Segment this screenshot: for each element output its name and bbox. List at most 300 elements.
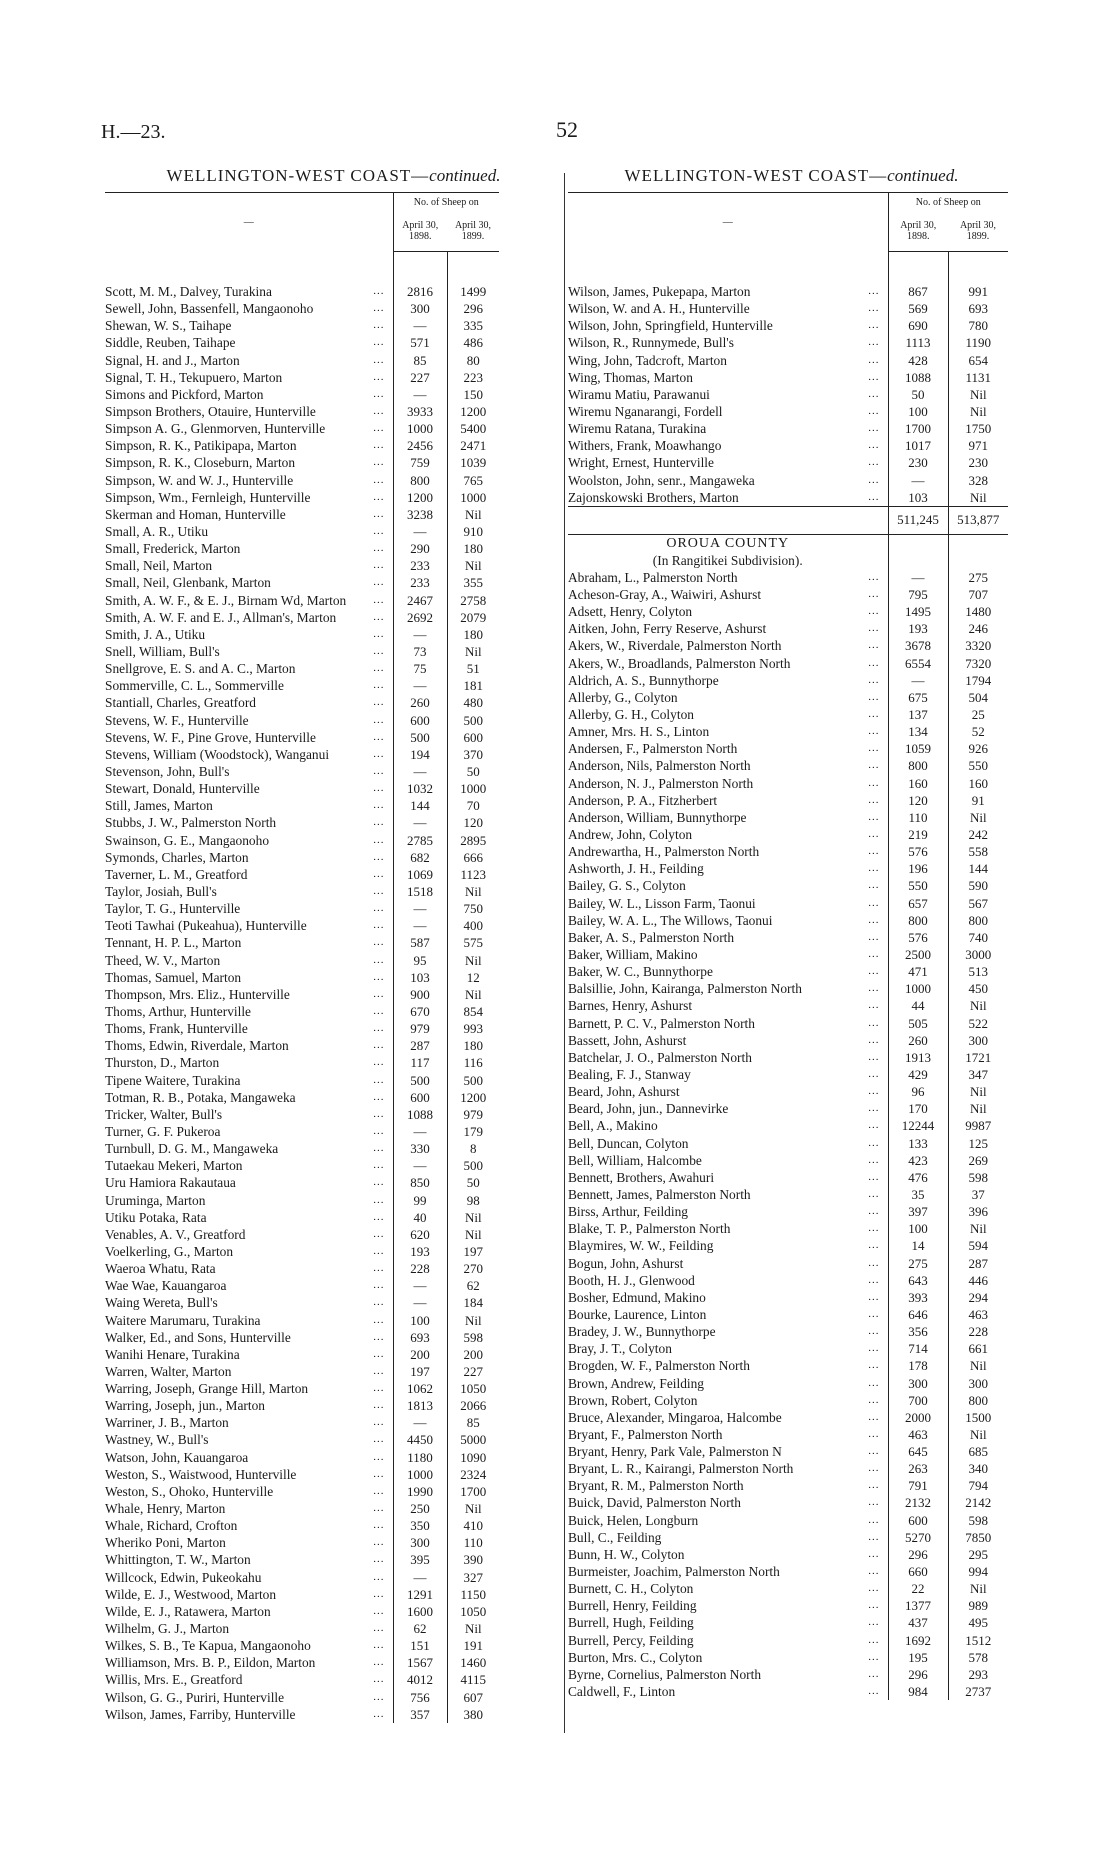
table-row: [568, 1494, 1008, 1511]
table-row: [568, 877, 1008, 894]
owner-name: [105, 849, 393, 866]
owner-name: [105, 917, 393, 934]
owner-name: [568, 757, 888, 774]
sheep-count-1898: 350: [393, 1517, 447, 1534]
owner-name-text: Siddle, Reuben, Taihape: [105, 335, 236, 351]
sheep-count-1899: 287: [948, 1254, 1008, 1271]
table-row: [105, 986, 499, 1003]
owner-name-text: Thurston, D., Marton: [105, 1055, 220, 1071]
sheep-count-1899: 223: [447, 369, 499, 386]
table-row: [105, 951, 499, 968]
sheep-count-1899: 62: [447, 1277, 499, 1294]
owner-name: [568, 603, 888, 620]
owner-name: [568, 740, 888, 757]
leader-dots: ...: [868, 1325, 880, 1338]
leader-dots: ...: [868, 1616, 880, 1629]
sheep-count-1898: 137: [888, 706, 948, 723]
owner-name-text: Bell, Duncan, Colyton: [568, 1135, 689, 1151]
sheep-count-1899: 7850: [948, 1529, 1008, 1546]
table-row: [105, 849, 499, 866]
sheep-count-1898: —: [393, 917, 447, 934]
sheep-count-1899: 661: [948, 1340, 1008, 1357]
sheep-count-1898: 1000: [393, 420, 447, 437]
sheep-count-1899: 144: [948, 860, 1008, 877]
sheep-count-1899: 567: [948, 895, 1008, 912]
sheep-count-1898: 227: [393, 369, 447, 386]
leader-dots: ...: [373, 919, 385, 932]
sheep-count-1898: —: [393, 317, 447, 334]
sheep-count-1898: 120: [888, 792, 948, 809]
owner-name: [105, 1157, 393, 1174]
table-row: [568, 689, 1008, 706]
owner-name: [105, 1517, 393, 1534]
owner-name-text: Wilson, James, Pukepapa, Marton: [568, 284, 751, 300]
owner-name: [568, 386, 888, 403]
sheep-count-1899: Nil: [948, 809, 1008, 826]
table-row: [568, 1254, 1008, 1271]
sheep-count-1899: 971: [948, 437, 1008, 454]
sheep-count-1898: 170: [888, 1100, 948, 1117]
sheep-count-1898: 151: [393, 1637, 447, 1654]
owner-name-text: Simpson, R. K., Closeburn, Marton: [105, 455, 296, 471]
leader-dots: ...: [373, 1467, 385, 1480]
sheep-count-1899: 400: [447, 917, 499, 934]
table-row: [568, 1117, 1008, 1134]
owner-name-text: Warriner, J. B., Marton: [105, 1415, 229, 1431]
owner-name-text: Swainson, G. E., Mangaonoho: [105, 832, 270, 848]
right-title-suffix: continued.: [887, 166, 959, 185]
table-row: [568, 386, 1008, 403]
leader-dots: ...: [373, 645, 385, 658]
sheep-count-1899: 160: [948, 775, 1008, 792]
owner-name: [568, 1546, 888, 1563]
spacer-cell: [447, 252, 499, 284]
table-row: [568, 980, 1008, 997]
leader-dots: ...: [373, 730, 385, 743]
owner-name: [568, 352, 888, 369]
owner-name-text: Bailey, W. L., Lisson Farm, Taonui: [568, 895, 756, 911]
table-row: [568, 1426, 1008, 1443]
table-row: [105, 1500, 499, 1517]
sheep-count-1898: 660: [888, 1563, 948, 1580]
sheep-count-1898: 1813: [393, 1397, 447, 1414]
sheep-count-1898: 250: [393, 1500, 447, 1517]
leader-dots: ...: [868, 999, 880, 1012]
name-column-header: —: [105, 193, 393, 252]
leader-dots: ...: [373, 593, 385, 606]
owner-name-text: Tutaekau Mekeri, Marton: [105, 1158, 243, 1174]
owner-name-text: Bogun, John, Ashurst: [568, 1255, 684, 1271]
leader-dots: ...: [373, 1673, 385, 1686]
sheep-count-1899: 993: [447, 1020, 499, 1037]
total-1899: 513,877: [948, 506, 1008, 534]
owner-name-text: Acheson-Gray, A., Waiwiri, Ashurst: [568, 587, 762, 603]
owner-name: [105, 1174, 393, 1191]
leader-dots: ...: [868, 982, 880, 995]
owner-name: [105, 1551, 393, 1568]
owner-name: [568, 1100, 888, 1117]
sheep-count-1899: Nil: [948, 1100, 1008, 1117]
owner-name-text: Simpson, R. K., Patikipapa, Marton: [105, 438, 297, 454]
leader-dots: ...: [868, 639, 880, 652]
table-row: [105, 1586, 499, 1603]
sheep-count-1898: 160: [888, 775, 948, 792]
owner-name: [105, 369, 393, 386]
leader-dots: ...: [373, 610, 385, 623]
table-row: [568, 1460, 1008, 1477]
table-row: [568, 454, 1008, 471]
owner-name-text: Warring, Joseph, Grange Hill, Marton: [105, 1381, 309, 1397]
owner-name-text: Bealing, F. J., Stanway: [568, 1066, 691, 1082]
sheep-count-1898: 984: [888, 1683, 948, 1700]
sheep-count-1898: 194: [393, 746, 447, 763]
owner-name: [105, 626, 393, 643]
owner-name-text: Burnett, C. H., Colyton: [568, 1581, 694, 1597]
leader-dots: ...: [373, 1622, 385, 1635]
sheep-count-1899: 293: [948, 1666, 1008, 1683]
leader-dots: ...: [373, 542, 385, 555]
sheep-count-1898: 700: [888, 1392, 948, 1409]
leader-dots: ...: [373, 936, 385, 949]
owner-name-text: Thompson, Mrs. Eliz., Hunterville: [105, 986, 290, 1002]
leader-dots: ...: [373, 1690, 385, 1703]
sheep-count-1898: 428: [888, 352, 948, 369]
leader-dots: ...: [373, 867, 385, 880]
subdivision-label: (In Rangitikei Subdivision).: [652, 552, 803, 568]
sheep-count-1899: 500: [447, 1071, 499, 1088]
owner-name-text: Whale, Henry, Marton: [105, 1501, 226, 1517]
leader-dots: ...: [868, 570, 880, 583]
sheep-count-1898: 1990: [393, 1483, 447, 1500]
owner-name-text: Bunn, H. W., Colyton: [568, 1546, 685, 1562]
table-row: [568, 1374, 1008, 1391]
sheep-count-1899: 2079: [447, 609, 499, 626]
sheep-count-1899: 179: [447, 1123, 499, 1140]
sheep-count-1898: 1059: [888, 740, 948, 757]
sheep-count-1899: 328: [948, 472, 1008, 489]
owner-name: [568, 655, 888, 672]
sheep-count-1899: 184: [447, 1294, 499, 1311]
leader-dots: ...: [373, 473, 385, 486]
table-row: [105, 814, 499, 831]
owner-name-text: Smith, A. W. F., & E. J., Birnam Wd, Marton: [105, 592, 347, 608]
owner-name: [105, 780, 393, 797]
owner-name-text: Willcock, Edwin, Pukeokahu: [105, 1569, 262, 1585]
owner-name: [568, 1683, 888, 1700]
owner-name: [105, 1466, 393, 1483]
page-number: 52: [556, 117, 578, 142]
table-row: [568, 1666, 1008, 1683]
sheep-count-1899: 500: [447, 1157, 499, 1174]
leader-dots: ...: [868, 1599, 880, 1612]
owner-name: [568, 403, 888, 420]
sheep-count-1898: 230: [888, 454, 948, 471]
table-row: [568, 1409, 1008, 1426]
table-row: [105, 1689, 499, 1706]
sheep-count-1899: 594: [948, 1237, 1008, 1254]
sheep-count-1899: 1700: [447, 1483, 499, 1500]
sheep-count-1898: —: [888, 569, 948, 586]
owner-name-text: Allerby, G. H., Colyton: [568, 707, 694, 723]
table-row: [568, 403, 1008, 420]
owner-name-text: Bull, C., Feilding: [568, 1529, 662, 1545]
sheep-count-1898: 476: [888, 1169, 948, 1186]
sheep-count-1899: Nil: [447, 506, 499, 523]
sheep-count-1898: 2467: [393, 592, 447, 609]
sheep-count-1898: 620: [393, 1226, 447, 1243]
sheep-count-1898: 44: [888, 997, 948, 1014]
sheep-count-1899: 380: [447, 1706, 499, 1723]
sheep-count-1898: 197: [393, 1363, 447, 1380]
owner-name-text: Signal, T. H., Tekupuero, Marton: [105, 369, 283, 385]
leader-dots: ...: [868, 1085, 880, 1098]
sheep-count-1899: 5400: [447, 420, 499, 437]
owner-name-text: Whale, Richard, Crofton: [105, 1518, 238, 1534]
owner-name-text: Andrew, John, Colyton: [568, 827, 693, 842]
sheep-count-1899: 654: [948, 352, 1008, 369]
owner-name: [568, 1529, 888, 1546]
sheep-count-1898: 397: [888, 1203, 948, 1220]
sheep-count-1899: 70: [447, 797, 499, 814]
sheep-count-1899: 765: [447, 472, 499, 489]
leader-dots: ...: [868, 1359, 880, 1372]
table-row: [568, 586, 1008, 603]
blank-cell: [948, 534, 1008, 552]
owner-name-text: Teoti Tawhai (Pukeahua), Hunterville: [105, 918, 307, 934]
sheep-count-1898: —: [393, 1414, 447, 1431]
owner-name-text: Aitken, John, Ferry Reserve, Ashurst: [568, 621, 767, 637]
owner-name: [105, 506, 393, 523]
sheep-count-1899: 98: [447, 1191, 499, 1208]
owner-name: [105, 1706, 393, 1723]
sheep-count-1898: 219: [888, 826, 948, 843]
leader-dots: ...: [373, 713, 385, 726]
owner-name-text: Abraham, L., Palmerston North: [568, 569, 738, 585]
table-row: [105, 557, 499, 574]
leader-dots: ...: [373, 439, 385, 452]
sheep-count-1899: 9987: [948, 1117, 1008, 1134]
sheep-count-1898: 500: [393, 729, 447, 746]
owner-name-text: Caldwell, F., Linton: [568, 1684, 676, 1700]
leader-dots: ...: [868, 862, 880, 875]
sheep-count-1898: 900: [393, 986, 447, 1003]
table-row: [105, 1346, 499, 1363]
owner-name: [105, 1603, 393, 1620]
leader-dots: ...: [373, 1587, 385, 1600]
sheep-count-1899: Nil: [447, 1209, 499, 1226]
table-row: [105, 1089, 499, 1106]
owner-name: [105, 523, 393, 540]
table-row: [105, 609, 499, 626]
leader-dots: ...: [868, 656, 880, 669]
owner-name: [568, 1306, 888, 1323]
sheep-count-1899: Nil: [447, 557, 499, 574]
leader-dots: ...: [868, 1187, 880, 1200]
leader-dots: ...: [373, 970, 385, 983]
table-row: [105, 437, 499, 454]
owner-name-text: Buick, Helen, Longburn: [568, 1512, 699, 1528]
owner-name: [568, 1203, 888, 1220]
sheep-count-1898: 275: [888, 1254, 948, 1271]
table-row: [568, 1392, 1008, 1409]
sheep-count-1898: 50: [888, 386, 948, 403]
owner-name-text: Barnett, P. C. V., Palmerston North: [568, 1015, 755, 1031]
owner-name-text: Wing, Thomas, Marton: [568, 369, 693, 385]
table-row: [568, 1014, 1008, 1031]
leader-dots: ...: [868, 336, 880, 349]
owner-name-text: Birss, Arthur, Feilding: [568, 1204, 688, 1220]
owner-name: [105, 1586, 393, 1603]
sheep-count-1898: 1017: [888, 437, 948, 454]
table-row: [568, 723, 1008, 740]
total-row: [568, 506, 1008, 534]
table-row: [105, 386, 499, 403]
sheep-count-1899: Nil: [948, 997, 1008, 1014]
owner-name-text: Blake, T. P., Palmerston North: [568, 1221, 731, 1237]
sheep-count-1898: 600: [888, 1512, 948, 1529]
sheep-count-1899: 80: [447, 352, 499, 369]
leader-dots: ...: [868, 1290, 880, 1303]
sheep-count-1898: 1032: [393, 780, 447, 797]
sheep-count-1899: Nil: [948, 489, 1008, 507]
owner-name: [568, 1597, 888, 1614]
table-row: [568, 1186, 1008, 1203]
table-row: [105, 677, 499, 694]
sheep-count-1898: 646: [888, 1306, 948, 1323]
sheep-count-1898: 395: [393, 1551, 447, 1568]
leader-dots: ...: [868, 947, 880, 960]
owner-name: [568, 1254, 888, 1271]
sheep-count-1898: 645: [888, 1443, 948, 1460]
table-row: [568, 1580, 1008, 1597]
sheep-count-1898: 800: [888, 912, 948, 929]
owner-name: [568, 1220, 888, 1237]
sheep-count-1899: 191: [447, 1637, 499, 1654]
table-row: [105, 1037, 499, 1054]
sheep-count-1898: —: [393, 1569, 447, 1586]
owner-name: [568, 1512, 888, 1529]
table-row: [568, 1032, 1008, 1049]
leader-dots: ...: [373, 1364, 385, 1377]
owner-name: [105, 1294, 393, 1311]
sheep-count-1899: 558: [948, 843, 1008, 860]
sheep-count-1899: 1050: [447, 1603, 499, 1620]
owner-name-text: Wilson, W. and A. H., Hunterville: [568, 301, 750, 317]
sheep-count-1899: 355: [447, 574, 499, 591]
table-row: [105, 1551, 499, 1568]
owner-name: [105, 934, 393, 951]
table-row: [568, 1220, 1008, 1237]
table-row: [105, 1603, 499, 1620]
sheep-count-1899: 575: [447, 934, 499, 951]
owner-name: [105, 1209, 393, 1226]
table-row: [568, 775, 1008, 792]
owner-name-text: Bryant, R. M., Palmerston North: [568, 1478, 744, 1494]
owner-name: [105, 592, 393, 609]
table-row: [105, 797, 499, 814]
owner-name-text: Beard, John, Ashurst: [568, 1084, 680, 1100]
owner-name-text: Stevens, W. F., Pine Grove, Hunterville: [105, 729, 316, 745]
sheep-count-1899: 994: [948, 1563, 1008, 1580]
leader-dots: ...: [373, 1553, 385, 1566]
table-row: [105, 592, 499, 609]
leader-dots: ...: [868, 1530, 880, 1543]
leader-dots: ...: [868, 1050, 880, 1063]
owner-name-text: Akers, W., Broadlands, Palmerston North: [568, 655, 791, 671]
sheep-count-1898: 35: [888, 1186, 948, 1203]
sheep-count-1899: 991: [948, 283, 1008, 300]
table-row: [568, 569, 1008, 586]
leader-dots: ...: [373, 1707, 385, 1720]
table-row: [105, 1243, 499, 1260]
sheep-count-1898: 300: [888, 1374, 948, 1391]
leader-dots: ...: [868, 622, 880, 635]
leader-dots: ...: [373, 1124, 385, 1137]
table-row: [105, 694, 499, 711]
owner-name-text: Small, Neil, Marton: [105, 558, 213, 574]
sheep-count-1899: 270: [447, 1260, 499, 1277]
table-row: [105, 1123, 499, 1140]
sheep-count-1898: 40: [393, 1209, 447, 1226]
owner-name: [105, 1243, 393, 1260]
right-table: [568, 192, 1008, 1700]
sheep-count-1899: Nil: [948, 386, 1008, 403]
sheep-count-1899: 693: [948, 300, 1008, 317]
leader-dots: ...: [373, 1313, 385, 1326]
leader-dots: ...: [868, 605, 880, 618]
owner-name-text: Totman, R. B., Potaka, Mangaweka: [105, 1089, 296, 1105]
leader-dots: ...: [868, 793, 880, 806]
leader-dots: ...: [373, 319, 385, 332]
owner-name-text: Tricker, Walter, Bull's: [105, 1106, 223, 1122]
owner-name: [568, 723, 888, 740]
owner-name: [105, 763, 393, 780]
owner-name: [105, 1329, 393, 1346]
owner-name-text: Simpson A. G., Glenmorven, Hunterville: [105, 421, 326, 437]
leader-dots: ...: [373, 679, 385, 692]
leader-dots: ...: [373, 953, 385, 966]
sheep-count-1898: 110: [888, 809, 948, 826]
owner-name-text: Ashworth, J. H., Feilding: [568, 861, 704, 877]
sheep-count-1898: 4012: [393, 1671, 447, 1688]
owner-name-text: Waeroa Whatu, Rata: [105, 1261, 216, 1277]
sheep-count-1899: 578: [948, 1649, 1008, 1666]
leader-dots: ...: [868, 913, 880, 926]
table-row: [568, 912, 1008, 929]
table-row: [568, 1203, 1008, 1220]
owner-name-text: Thoms, Edwin, Riverdale, Marton: [105, 1038, 289, 1054]
sheep-count-1898: 1567: [393, 1654, 447, 1671]
table-row: [568, 334, 1008, 351]
owner-name-text: Smith, J. A., Utiku: [105, 626, 206, 642]
sheep-count-1899: 2895: [447, 832, 499, 849]
owner-name: [105, 283, 393, 300]
owner-name-text: Anderson, P. A., Fitzherbert: [568, 792, 718, 808]
sheep-count-1898: 714: [888, 1340, 948, 1357]
owner-name: [105, 472, 393, 489]
sheep-count-1898: 2456: [393, 437, 447, 454]
sheep-count-1898: 1000: [393, 1466, 447, 1483]
owner-name: [105, 1689, 393, 1706]
column-header-1899: April 30, 1899.: [447, 211, 499, 252]
leader-dots: ...: [868, 353, 880, 366]
sheep-count-1898: 134: [888, 723, 948, 740]
owner-name-text: Booth, H. J., Glenwood: [568, 1272, 695, 1288]
sheep-count-1899: 180: [447, 1037, 499, 1054]
sheep-count-1898: 600: [393, 712, 447, 729]
owner-name: [568, 1666, 888, 1683]
sheep-count-1898: 195: [888, 1649, 948, 1666]
